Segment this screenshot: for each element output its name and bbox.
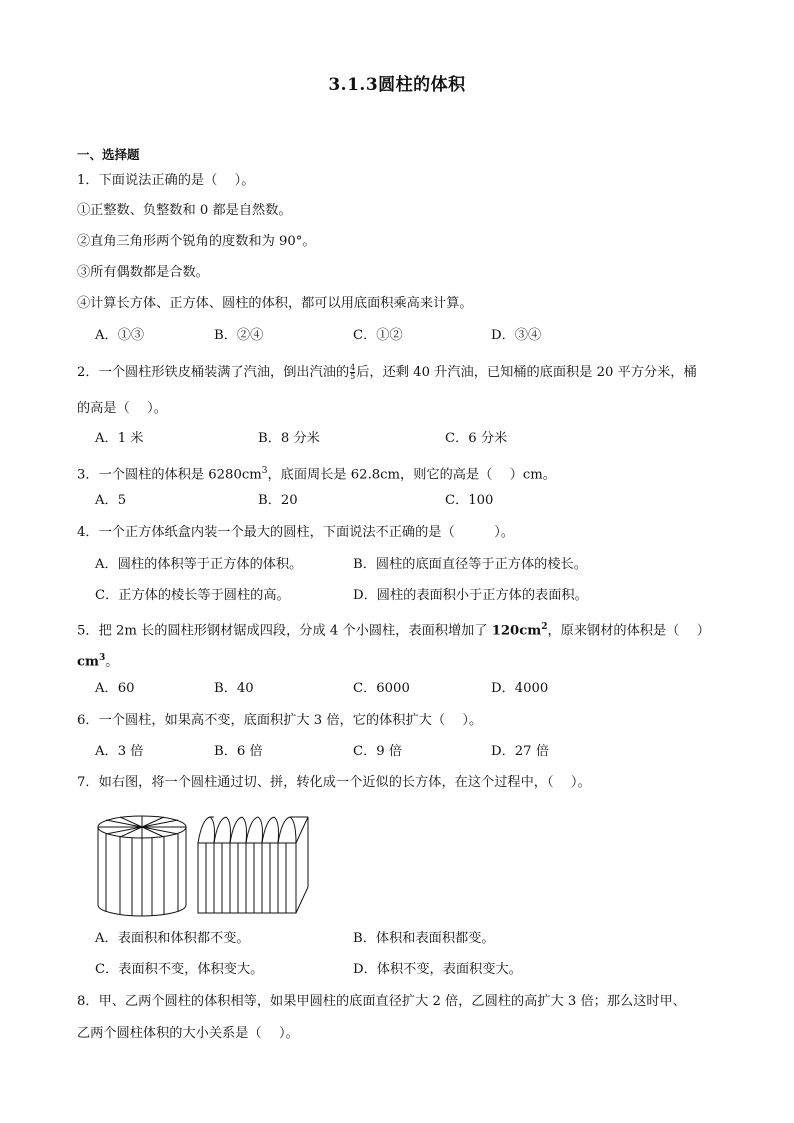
q2-fraction-numerator: 4: [350, 363, 356, 372]
q3-stem-part-b: ，底面周长是 62.8cm，则它的高是（ ）cm。: [267, 467, 556, 483]
q1-statement-1: ①正整数、负整数和 0 都是自然数。: [77, 203, 292, 218]
q4-option-c[interactable]: C．正方体的棱长等于圆柱的高。: [95, 588, 290, 603]
q3-stem-part-a: 3．一个圆柱的体积是 6280cm: [77, 467, 262, 483]
q6-option-b[interactable]: B．6 倍: [214, 744, 263, 759]
q1-stem: 1．下面说法正确的是（ ）。: [77, 173, 255, 188]
q8-stem-line1: 8．甲、乙两个圆柱的体积相等，如果甲圆柱的底面直径扩大 2 倍，乙圆柱的高扩大 3 倍；那么这时甲、: [77, 994, 686, 1009]
q2-stem-line2: 的高是（ ）。: [77, 401, 167, 416]
q2-option-b[interactable]: B．8 分米: [258, 431, 320, 446]
q5-option-d[interactable]: D．4000: [491, 681, 549, 696]
q2-fraction: [350, 364, 355, 381]
q5-stem-line1: [77, 618, 710, 640]
q3-option-b[interactable]: B．20: [258, 493, 298, 508]
q7-option-d[interactable]: D．体积不变，表面积变大。: [353, 962, 522, 977]
q5-option-c[interactable]: C．6000: [353, 681, 410, 696]
q1-option-d[interactable]: D．③④: [491, 328, 542, 343]
q5-area-value: 120cm: [491, 623, 542, 639]
q2-stem-line1: [77, 364, 697, 382]
q2-option-a[interactable]: A．1 米: [95, 431, 144, 446]
q1-option-a[interactable]: A．①③: [95, 328, 145, 343]
q5-stem-end: 。: [105, 654, 119, 670]
q6-stem: 6．一个圆柱，如果高不变，底面积扩大 3 倍，它的体积扩大（ ）。: [77, 713, 483, 728]
q6-option-c[interactable]: C．9 倍: [353, 744, 403, 759]
q1-statement-3: ③所有偶数都是合数。: [77, 265, 209, 280]
q7-stem: 7．如右图，将一个圆柱通过切、拼，转化成一个近似的长方体，在这个过程中，（ ）。: [77, 775, 591, 790]
q4-option-a[interactable]: A．圆柱的体积等于正方体的体积。: [95, 557, 303, 572]
q3-option-a[interactable]: A．5: [95, 493, 127, 508]
cylinder-figure: [94, 813, 190, 917]
page-title: 3.1.3圆柱的体积: [328, 75, 466, 95]
q2-stem-part-a: 2．一个圆柱形铁皮桶装满了汽油，倒出汽油的: [77, 365, 350, 380]
q4-stem: 4．一个正方体纸盒内装一个最大的圆柱，下面说法不正确的是（ ）。: [77, 525, 514, 540]
q7-option-c[interactable]: C．表面积不变，体积变大。: [95, 962, 264, 977]
q2-stem-part-b: 后，还剩 40 升汽油，已知桶的底面积是 20 平方分米，桶: [356, 365, 697, 380]
q3-stem: [77, 462, 556, 484]
q4-option-d[interactable]: D．圆柱的表面积小于正方体的表面积。: [353, 588, 588, 603]
cuboid-figure: [194, 813, 312, 917]
q5-option-a[interactable]: A．60: [95, 681, 135, 696]
q5-stem-line2: [77, 649, 118, 671]
q2-option-c[interactable]: C．6 分米: [445, 431, 508, 446]
q7-option-a[interactable]: A．表面积和体积都不变。: [95, 931, 250, 946]
q1-option-c[interactable]: C．①②: [353, 328, 403, 343]
q3-option-c[interactable]: C．100: [445, 493, 494, 508]
q2-fraction-denominator: 5: [350, 372, 356, 381]
q4-option-b[interactable]: B．圆柱的底面直径等于正方体的棱长。: [353, 557, 587, 572]
q5-superscript: 2: [541, 622, 548, 632]
q5-stem-part-b: ，原来钢材的体积是（ ）: [547, 623, 710, 639]
q5-unit: cm: [77, 654, 99, 670]
q6-option-d[interactable]: D．27 倍: [491, 744, 549, 759]
q5-unit-superscript: 3: [98, 653, 106, 663]
section-heading: 一、选择题: [77, 147, 140, 162]
q3-superscript: 3: [261, 466, 268, 476]
q8-stem-line2: 乙两个圆柱体积的大小关系是（ ）。: [77, 1026, 299, 1041]
q1-statement-4: ④计算长方体、正方体、圆柱的体积，都可以用底面积乘高来计算。: [77, 296, 473, 311]
q7-option-b[interactable]: B．体积和表面积都变。: [353, 931, 495, 946]
q1-statement-2: ②直角三角形两个锐角的度数和为 90°。: [77, 234, 316, 249]
q5-option-b[interactable]: B．40: [214, 681, 254, 696]
q5-stem-part-a: 5．把 2m 长的圆柱形钢材锯成四段，分成 4 个小圆柱，表面积增加了: [77, 623, 492, 639]
q6-option-a[interactable]: A．3 倍: [95, 744, 144, 759]
q1-option-b[interactable]: B．②④: [214, 328, 264, 343]
